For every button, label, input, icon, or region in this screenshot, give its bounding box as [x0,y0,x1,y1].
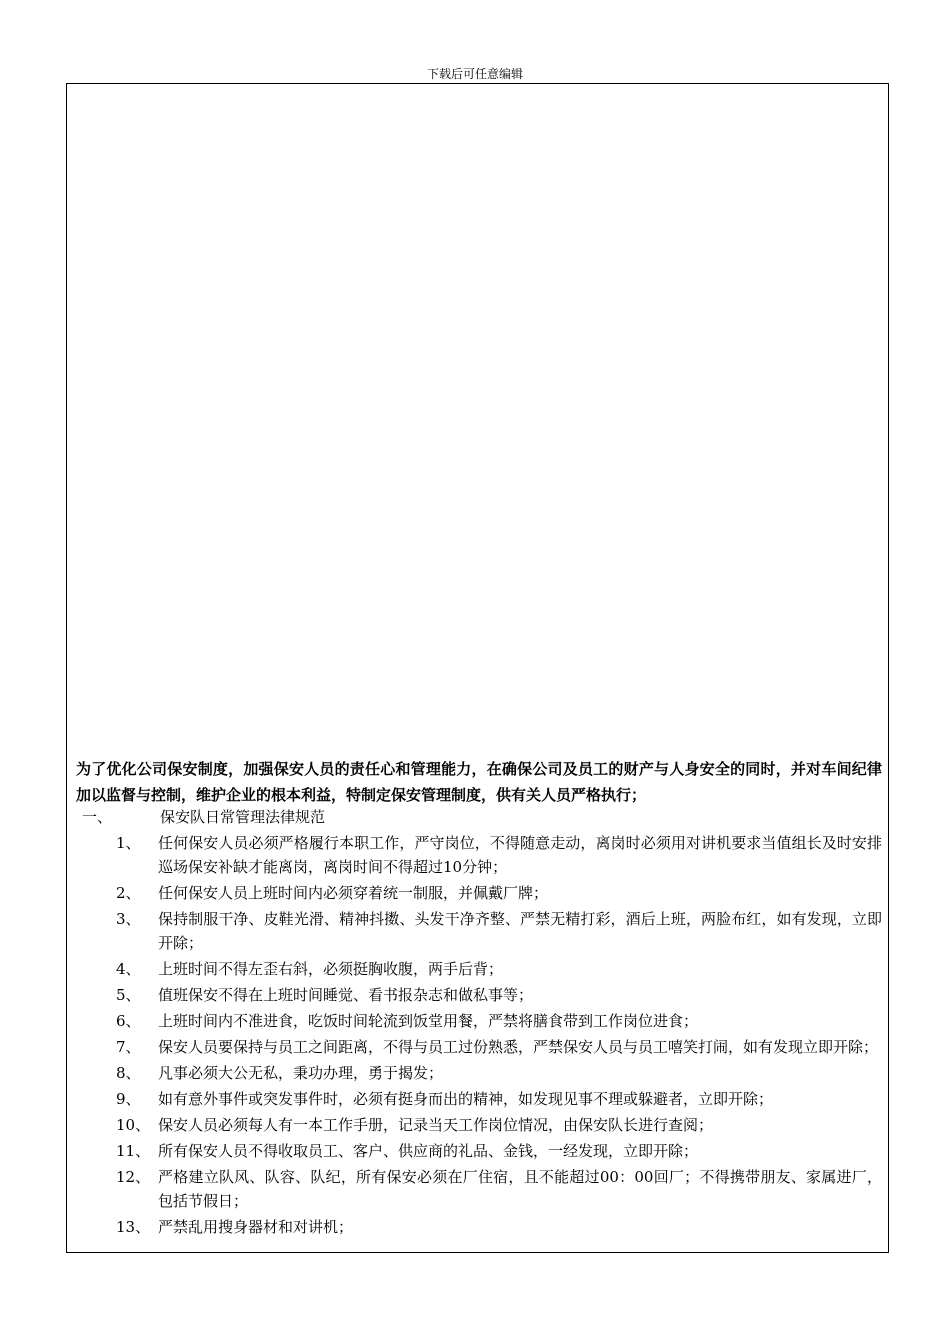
rule-item [116,983,882,1007]
rule-item [116,957,882,981]
rule-text: 如有意外事件或突发事件时，必须有挺身而出的精神，如发现见事不理或躲避者，立即开除； [158,1090,774,1108]
rule-item [116,1035,882,1059]
rule-number: 10、 [116,1116,151,1134]
rule-item [116,1215,882,1239]
rule-number: 13、 [116,1218,151,1236]
rule-item [116,1139,882,1163]
rule-number: 9、 [116,1090,141,1108]
rule-number: 11、 [116,1142,151,1160]
rule-item [116,1061,882,1085]
rule-number: 8、 [116,1064,141,1082]
rule-text: 凡事必须大公无私，秉功办理，勇于揭发； [158,1064,444,1082]
rule-item [116,1113,882,1137]
section-title: 保安队日常管理法律规范 [160,808,326,826]
rule-text: 严格建立队风、队容、队纪，所有保安必须在厂住宿，且不能超过00：00回厂；不得携带朋友、家属进厂，包括节假日； [158,1168,882,1210]
rule-text: 所有保安人员不得收取员工、客户、供应商的礼品、金钱，一经发现，立即开除； [158,1142,699,1160]
intro-paragraph: 为了优化公司保安制度，加强保安人员的责任心和管理能力，在确保公司及员工的财产与人身安全的同时，并对车间纪律加以监督与控制，维护企业的根本利益，特制定保安管理制度，供有关人员严格执行； [76,760,882,804]
rule-item [116,1165,882,1213]
rule-number: 6、 [116,1012,141,1030]
rule-text: 上班时间内不准进食，吃饭时间轮流到饭堂用餐，严禁将膳食带到工作岗位进食； [158,1012,699,1030]
rule-number: 1、 [116,834,141,852]
header-note: 下载后可任意编辑 [426,67,523,81]
rule-item [116,1009,882,1033]
rule-number: 5、 [116,986,141,1004]
rules-list [116,831,882,1241]
rule-number: 7、 [116,1038,141,1056]
rule-number: 12、 [116,1168,151,1186]
rule-text: 保安人员要保持与员工之间距离，不得与员工过份熟悉，严禁保安人员与员工嘻笑打闹，如有发现立即开除； [158,1038,879,1056]
rule-item [116,907,882,955]
rule-text: 任何保安人员必须严格履行本职工作，严守岗位，不得随意走动，离岗时必须用对讲机要求当值组长及时安排巡场保安补缺才能离岗，离岗时间不得超过10分钟； [158,834,882,876]
rule-text: 值班保安不得在上班时间睡觉、看书报杂志和做私事等； [158,986,534,1004]
rule-text: 保持制服干净、皮鞋光滑、精神抖擞、头发干净齐整、严禁无精打彩，酒后上班，两脸布红，如有发现，立即开除； [158,910,882,952]
rule-number: 4、 [116,960,141,978]
rule-text: 严禁乱用搜身器材和对讲机； [158,1218,354,1236]
section-heading [82,806,325,828]
rule-text: 任何保安人员上班时间内必须穿着统一制服，并佩戴厂牌； [158,884,549,902]
rule-item [116,1087,882,1111]
section-number: 一、 [82,808,113,826]
rule-text: 保安人员必须每人有一本工作手册，记录当天工作岗位情况，由保安队长进行查阅； [158,1116,714,1134]
rule-number: 3、 [116,910,141,928]
rule-item [116,831,882,879]
rule-text: 上班时间不得左歪右斜，必须挺胸收腹，两手后背； [158,960,504,978]
rule-item [116,881,882,905]
rule-number: 2、 [116,884,141,902]
